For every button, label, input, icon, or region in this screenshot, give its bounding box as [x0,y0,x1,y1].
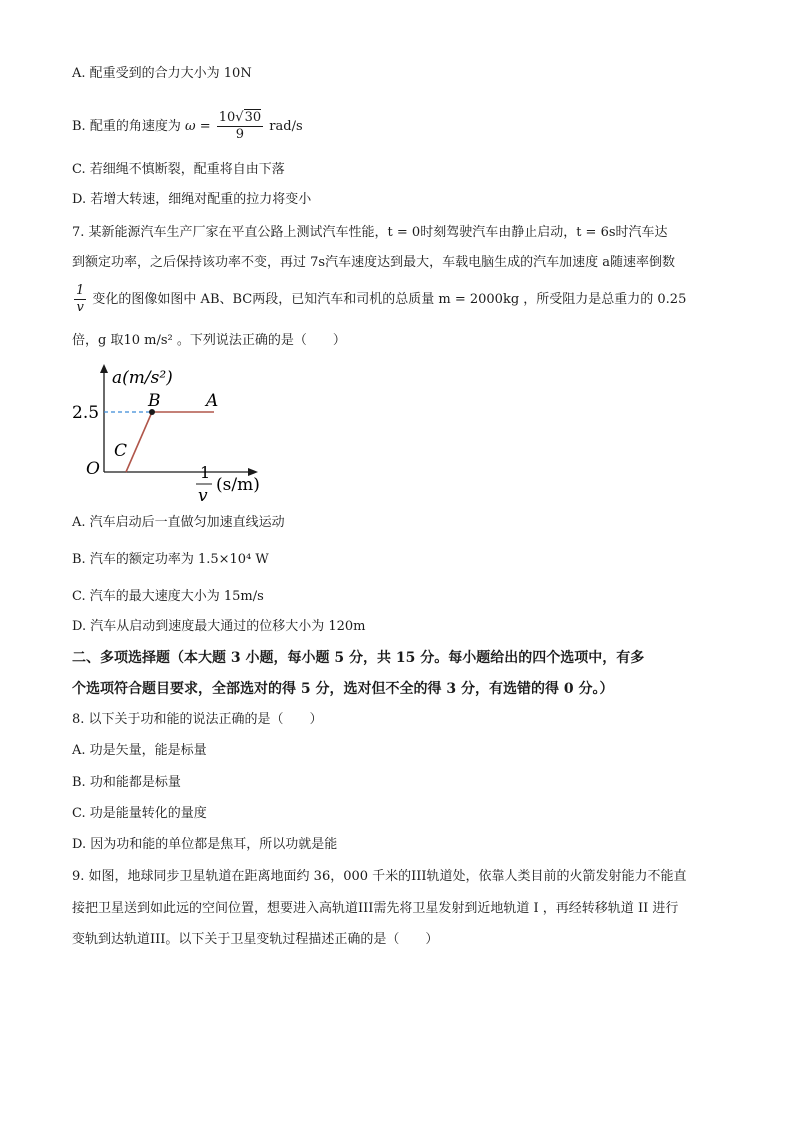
q9-stem-line1: 9. 如图，地球同步卫星轨道在距离地面约 36，000 千米的III轨道处，依靠人类目前的火箭发射能力不能直 [72,869,687,884]
label-a: A [206,391,219,411]
q7-option-a: A. 汽车启动后一直做匀加速直线运动 [72,515,285,530]
q7-frac-num: 1 [76,283,85,298]
q7-option-c: C. 汽车的最大速度大小为 15m/s [72,589,264,604]
y-axis-label: a(m/s²) [112,368,173,388]
section2-heading-line2: 个选项符合题目要求，全部选对的得 5 分，选对但不全的得 3 分，有选错的得 0 分。） [72,681,614,697]
q7-inverse-v-fraction [74,283,86,316]
q8-option-d: D. 因为功和能的单位都是焦耳，所以功就是能 [72,837,338,852]
q6-option-d: D. 若增大转速，细绳对配重的拉力将变小 [72,192,312,207]
q7-acceleration-graph [72,362,272,512]
q6-option-b-num-root: 30 [244,110,262,125]
label-b: B [148,391,161,411]
q6-option-b-den: 9 [235,127,245,142]
q7-frac-den: v [76,300,84,315]
x-axis-unit: (s/m) [216,475,260,495]
q6-option-b-omega: ω = [184,119,211,134]
q6-option-b-fraction: $\frac{10√30}{9}$ [218,110,262,142]
q9-stem-line2: 接把卫星送到如此远的空间位置，想要进入高轨道III需先将卫星发射到近地轨道 I ，再经转移轨道 II 进行 [72,901,679,916]
q6-option-c: C. 若细绳不慎断裂，配重将自由下落 [72,162,285,177]
origin-label: O [86,459,100,479]
segment-bc [126,412,152,472]
y-value-label: 2.5 [72,403,100,423]
y-axis-arrow [100,364,108,373]
q7-stem-line1: 7. 某新能源汽车生产厂家在平直公路上测试汽车性能，t = 0时刻驾驶汽车由静止启动，t = 6s时汽车达 [72,225,668,240]
q8-stem: 8. 以下关于功和能的说法正确的是（ ） [72,712,323,727]
q7-stem-line3 [72,283,686,316]
q9-stem-line3: 变轨到达轨道III。以下关于卫星变轨过程描述正确的是（ ） [72,932,439,947]
q6-option-b [72,110,303,143]
q8-option-b: B. 功和能都是标量 [72,775,181,790]
q6-option-b-num-coef: 10 [218,110,236,125]
x-axis-frac-num: 1 [200,463,211,482]
q7-stem-line4: 倍，g 取10 m/s² 。下列说法正确的是（ ） [72,333,346,348]
x-axis-frac-den: v [198,486,208,506]
label-c: C [114,441,128,461]
q6-option-a: A. 配重受到的合力大小为 10N [72,66,252,81]
q8-option-c: C. 功是能量转化的量度 [72,806,207,821]
q6-option-b-prefix: B. 配重的角速度为 [72,119,181,134]
q7-option-d: D. 汽车从启动到速度最大通过的位移大小为 120m [72,619,366,634]
q7-stem-line3-text: 变化的图像如图中 AB、BC两段，已知汽车和司机的总质量 m = 2000kg ，所受阻力是总重力的 0.25 [92,292,687,307]
q7-stem-line2: 到额定功率，之后保持该功率不变，再过 7s汽车速度达到最大，车载电脑生成的汽车加速度 a随速率倒数 [72,255,675,270]
q8-option-a: A. 功是矢量，能是标量 [72,743,207,758]
section2-heading-line1: 二、多项选择题（本大题 3 小题，每小题 5 分，共 15 分。每小题给出的四个选项中，有多 [72,650,645,666]
q7-option-b: B. 汽车的额定功率为 1.5×10⁴ W [72,552,269,567]
q6-option-b-unit: rad/s [269,119,303,134]
